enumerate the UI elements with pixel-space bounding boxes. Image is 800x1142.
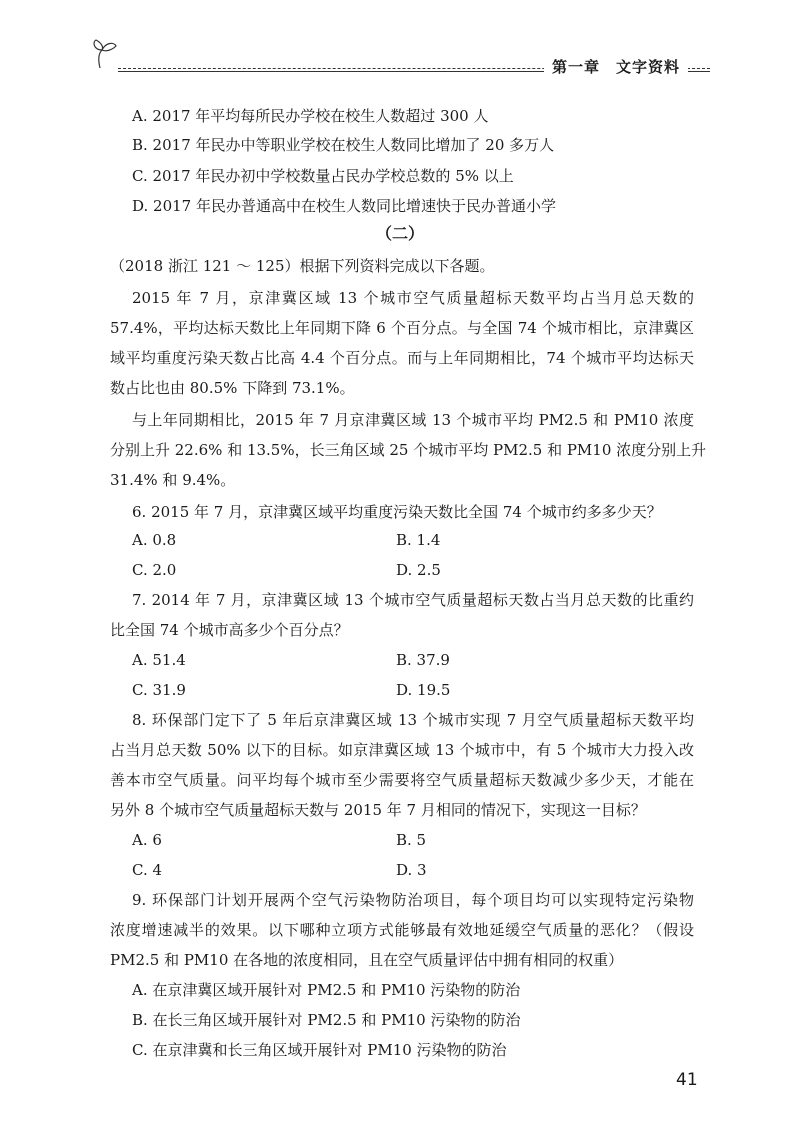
chapter-title: 第一章 文字资料: [544, 56, 688, 77]
leaf-ornament-icon: [92, 38, 122, 70]
q7-option-c: C. 31.9: [132, 681, 186, 699]
page-header: [92, 38, 710, 78]
page-number: 41: [676, 1070, 698, 1090]
q6-option-c: C. 2.0: [132, 561, 177, 579]
q7-stem: 7. 2014 年 7 月，京津冀区域 13 个城市空气质量超标天数占当月总天数的比重约: [132, 591, 694, 609]
q8-option-d: D. 3: [396, 861, 427, 879]
source-line: （2018 浙江 121 ～ 125）根据下列资料完成以下各题。: [110, 257, 495, 275]
q7-option-b: B. 37.9: [396, 651, 450, 669]
option-b: B. 2017 年民办中等职业学校在校生人数同比增加了 20 多万人: [132, 136, 555, 154]
q9-option-b: B. 在长三角区域开展针对 PM2.5 和 PM10 污染物的防治: [132, 1011, 521, 1029]
q9-stem: 浓度增速减半的效果。以下哪种立项方式能够最有效地延缓空气质量的恶化？（假设: [110, 921, 694, 939]
q9-stem: PM2.5 和 PM10 在各地的浓度相同，且在空气质量评估中拥有相同的权重）: [110, 951, 624, 969]
q6-stem: 6. 2015 年 7 月，京津冀区域平均重度污染天数比全国 74 个城市约多多少天？: [132, 503, 662, 521]
option-d: D. 2017 年民办普通高中在校生人数同比增速快于民办普通小学: [132, 197, 556, 215]
para1-line: 域平均重度污染天数占比高 4.4 个百分点。而与上年同期相比，74 个城市平均达标天: [110, 349, 694, 367]
q9-option-c: C. 在京津冀和长三角区域开展针对 PM10 污染物的防治: [132, 1041, 507, 1059]
q8-stem: 8. 环保部门定下了 5 年后京津冀区域 13 个城市实现 7 月空气质量超标天数平均: [132, 711, 694, 729]
para2-line: 与上年同期相比，2015 年 7 月京津冀区域 13 个城市平均 PM2.5 和 PM10 浓度: [132, 411, 694, 429]
q9-option-a: A. 在京津冀区域开展针对 PM2.5 和 PM10 污染物的防治: [132, 981, 521, 999]
q8-stem: 另外 8 个城市空气质量超标天数与 2015 年 7 月相同的情况下，实现这一目标？: [110, 801, 646, 819]
para1-line: 2015 年 7 月，京津冀区域 13 个城市空气质量超标天数平均占当月总天数的: [132, 289, 694, 307]
para1-line: 57.4%，平均达标天数比上年同期下降 6 个百分点。与全国 74 个城市相比，京津冀区: [110, 319, 694, 337]
para1-line: 数占比也由 80.5% 下降到 73.1%。: [110, 379, 355, 397]
q6-option-d: D. 2.5: [396, 561, 441, 579]
q7-stem: 比全国 74 个城市高多少个百分点？: [110, 621, 349, 639]
q6-option-a: A. 0.8: [132, 531, 177, 549]
q9-stem: 9. 环保部门计划开展两个空气污染物防治项目，每个项目均可以实现特定污染物: [132, 891, 694, 909]
option-c: C. 2017 年民办初中学校数量占民办学校总数的 5% 以上: [132, 167, 514, 185]
q8-stem: 占当月总天数 50% 以下的目标。如京津冀区域 13 个城市中，有 5 个城市大力投入改: [110, 741, 694, 759]
option-a: A. 2017 年平均每所民办学校在校生人数超过 300 人: [132, 107, 489, 125]
section-title: （二）: [375, 224, 424, 243]
para2-line: 分别上升 22.6% 和 13.5%，长三角区域 25 个城市平均 PM2.5 和 PM10 浓度分别上升: [110, 441, 707, 459]
q8-option-a: A. 6: [132, 831, 162, 849]
q6-option-b: B. 1.4: [396, 531, 441, 549]
q8-option-b: B. 5: [396, 831, 427, 849]
para2-line: 31.4% 和 9.4%。: [110, 471, 236, 489]
q8-option-c: C. 4: [132, 861, 163, 879]
q8-stem: 善本市空气质量。问平均每个城市至少需要将空气质量超标天数减少多少天，才能在: [110, 771, 694, 789]
q7-option-d: D. 19.5: [396, 681, 451, 699]
q7-option-a: A. 51.4: [132, 651, 186, 669]
